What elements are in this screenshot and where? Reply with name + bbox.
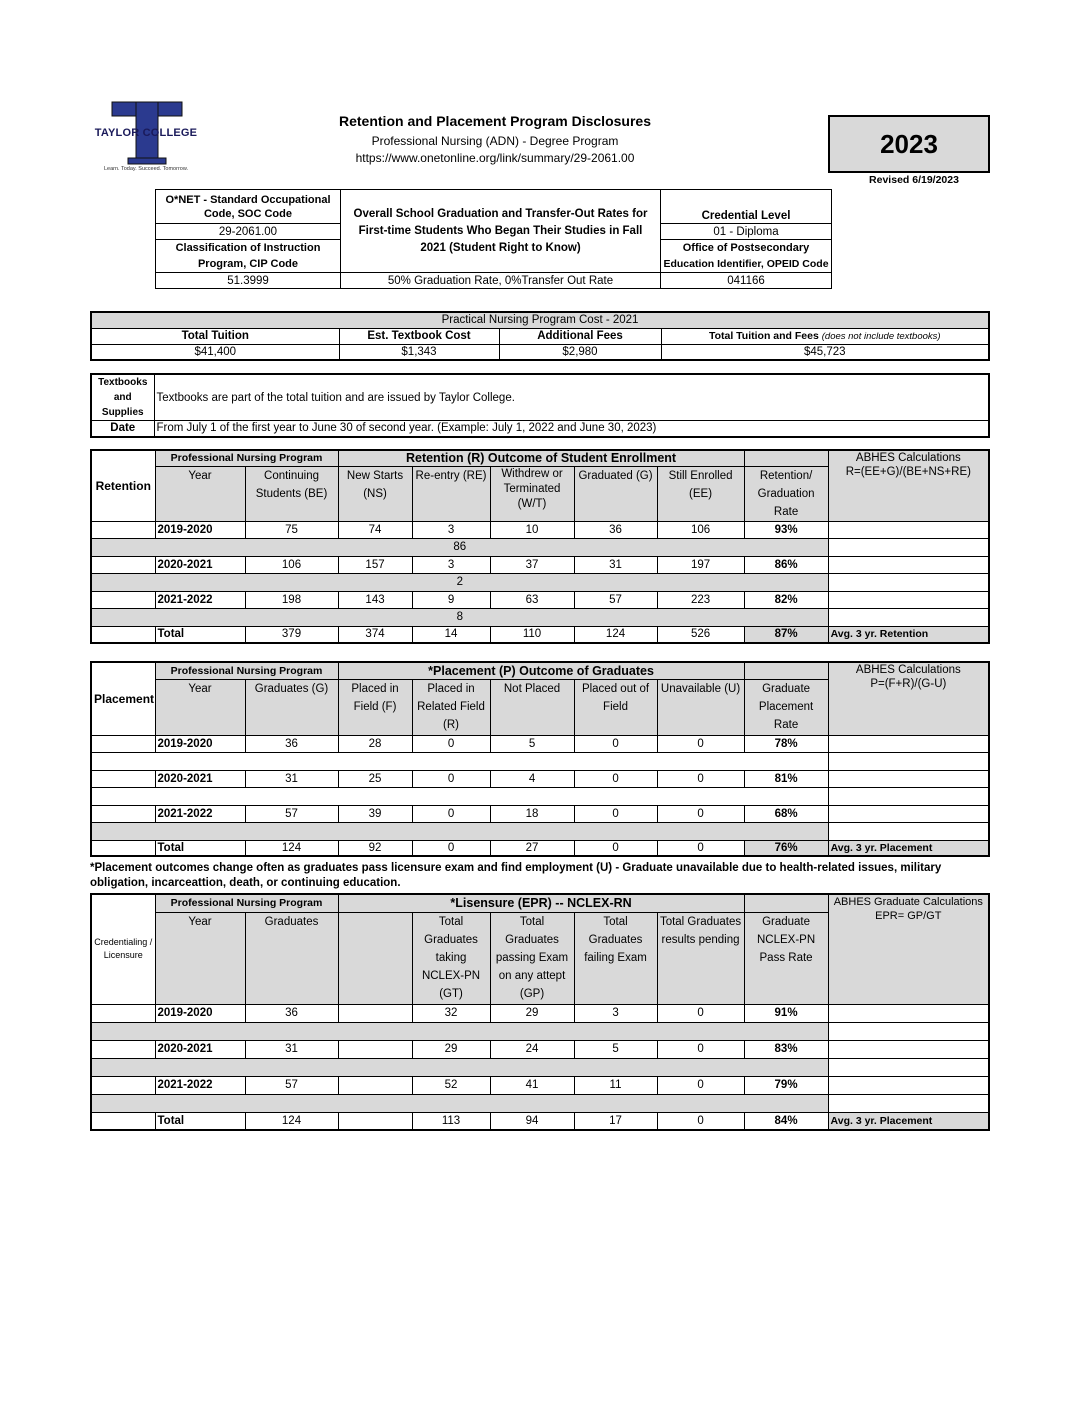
- table-row: [91, 608, 989, 626]
- cell: 0: [574, 840, 657, 856]
- retention-col-ns: New Starts (NS): [338, 466, 412, 521]
- table-row: [91, 787, 989, 805]
- cell: 63: [490, 591, 574, 608]
- avg-label: Avg. 3 yr. Placement: [828, 1112, 989, 1130]
- cell: 52: [412, 1076, 490, 1094]
- total-row: [91, 840, 989, 856]
- cell: 0: [412, 805, 490, 822]
- fees-value: $2,980: [499, 344, 661, 360]
- table-row: [91, 770, 989, 787]
- table-row: [91, 556, 989, 573]
- licensure-col-rate: Graduate NCLEX-PN Pass Rate: [744, 912, 828, 1004]
- avg-label: Avg. 3 yr. Placement: [828, 840, 989, 856]
- row-year: 2020-2021: [155, 770, 245, 787]
- cell: 157: [338, 556, 412, 573]
- table-row: [91, 822, 989, 840]
- cell: 11: [574, 1076, 657, 1094]
- cell: [338, 1076, 412, 1094]
- cell: 3: [574, 1004, 657, 1022]
- placement-col-notplaced: Not Placed: [490, 679, 574, 735]
- cell: 106: [657, 521, 744, 538]
- licensure-col-blank: [338, 912, 412, 1004]
- row-year: 2019-2020: [155, 735, 245, 752]
- cell: 14: [412, 626, 490, 643]
- cell: 5: [490, 735, 574, 752]
- row-year: 2020-2021: [155, 1040, 245, 1058]
- logo-tagline: Learn. Today. Succeed. Tomorrow.: [103, 166, 189, 172]
- placement-col-outfield: Placed out of Field: [574, 679, 657, 735]
- cell: 79%: [744, 1076, 828, 1094]
- revised-date: Revised 6/19/2023: [869, 174, 959, 186]
- cell: 36: [245, 735, 338, 752]
- cell: 3: [412, 556, 490, 573]
- cell: 3: [412, 521, 490, 538]
- total-row: [91, 626, 989, 643]
- onet-value: 29-2061.00: [156, 224, 341, 240]
- tuition-label: Total Tuition: [91, 328, 339, 344]
- cell: 93%: [744, 521, 828, 538]
- retention-col-g: Graduated (G): [574, 466, 657, 521]
- cell: 0: [657, 1076, 744, 1094]
- credential-label: Credential Level: [661, 190, 832, 224]
- cell: 0: [657, 735, 744, 752]
- licensure-col-fail: Total Graduates failing Exam: [574, 912, 657, 1004]
- table-row: [91, 1058, 989, 1076]
- cell: 5: [574, 1040, 657, 1058]
- cell: 0: [657, 1040, 744, 1058]
- year-box: 2023: [828, 115, 990, 173]
- licensure-title: *Lisensure (EPR) -- NCLEX-RN: [338, 894, 744, 912]
- opeid-label-line1: Office of Postsecondary: [661, 240, 832, 257]
- retention-program: Professional Nursing Program: [155, 450, 338, 466]
- cell: 526: [657, 626, 744, 643]
- cell: 27: [490, 840, 574, 856]
- retention-col-ee: Still Enrolled (EE): [657, 466, 744, 521]
- textbooks-text: Textbooks are part of the total tuition and are issued by Taylor College.: [154, 374, 989, 421]
- placement-calc: ABHES Calculations P=(F+R)/(G-U): [828, 662, 989, 735]
- cell: 36: [574, 521, 657, 538]
- cell: 197: [657, 556, 744, 573]
- placement-col-r: Placed in Related Field (R): [412, 679, 490, 735]
- placement-footnote: *Placement outcomes change often as graduates pass licensure exam and find employment (U) - Graduate unavailable due to health-related issues, military obligation, incarceattion, death, or continuing education.: [90, 862, 942, 889]
- row-year: 2019-2020: [155, 521, 245, 538]
- placement-table: [90, 661, 990, 857]
- table-row: [91, 1040, 989, 1058]
- cell: 10: [490, 521, 574, 538]
- retention-side-label: Retention: [91, 450, 155, 521]
- licensure-calc: ABHES Graduate Calculations EPR= GP/GT: [828, 894, 989, 1004]
- cell: 0: [412, 735, 490, 752]
- placement-col-g: Graduates (G): [245, 679, 338, 735]
- retention-title: Retention (R) Outcome of Student Enrollment: [338, 450, 744, 466]
- cell: 68%: [744, 805, 828, 822]
- cell: 91%: [744, 1004, 828, 1022]
- cell: 32: [412, 1004, 490, 1022]
- placement-title: *Placement (P) Outcome of Graduates: [338, 662, 744, 679]
- cell: 31: [245, 770, 338, 787]
- cell: 110: [490, 626, 574, 643]
- college-logo: [88, 100, 204, 178]
- cell: 84%: [744, 1112, 828, 1130]
- placement-col-f: Placed in Field (F): [338, 679, 412, 735]
- cell: 81%: [744, 770, 828, 787]
- placement-program: Professional Nursing Program: [155, 662, 338, 679]
- cell: 24: [490, 1040, 574, 1058]
- cell: 39: [338, 805, 412, 822]
- table-row: [91, 752, 989, 770]
- cell: 198: [245, 591, 338, 608]
- row-note: 2: [91, 573, 828, 591]
- cell: 379: [245, 626, 338, 643]
- licensure-program: Professional Nursing Program: [155, 894, 338, 912]
- table-row: [91, 538, 989, 556]
- cell: 36: [245, 1004, 338, 1022]
- row-note: 8: [91, 608, 828, 626]
- cell: 76%: [744, 840, 828, 856]
- cell: 124: [245, 840, 338, 856]
- cell: 57: [574, 591, 657, 608]
- avg-label: Avg. 3 yr. Retention: [828, 626, 989, 643]
- onet-url: https://www.onetonline.org/link/summary/29-2061.00: [355, 151, 635, 165]
- cell: 83%: [744, 1040, 828, 1058]
- cell: 87%: [744, 626, 828, 643]
- retention-blank-header: [744, 450, 828, 466]
- cell: [338, 1040, 412, 1058]
- total-label: Total: [155, 1112, 245, 1130]
- cell: 0: [657, 1112, 744, 1130]
- total-cost-value: $45,723: [661, 344, 989, 360]
- cost-title: Practical Nursing Program Cost - 2021: [91, 312, 989, 328]
- total-label: Total: [155, 626, 245, 643]
- placement-blank-header: [744, 662, 828, 679]
- cell: 0: [574, 805, 657, 822]
- retention-col-re: Re-entry (RE): [412, 466, 490, 521]
- retention-col-wt: Withdrew or Terminated (W/T): [490, 466, 574, 521]
- cell: 94: [490, 1112, 574, 1130]
- cell: 113: [412, 1112, 490, 1130]
- cell: 41: [490, 1076, 574, 1094]
- grad-rate-value: 50% Graduation Rate, 0%Transfer Out Rate: [341, 273, 661, 289]
- cell: 29: [490, 1004, 574, 1022]
- date-label: Date: [91, 421, 154, 437]
- licensure-col-graduates: Graduates: [245, 912, 338, 1004]
- table-row: [91, 1004, 989, 1022]
- table-row: [91, 1076, 989, 1094]
- placement-col-year: Year: [155, 679, 245, 735]
- opeid-label-line2: Education Identifier, OPEID Code: [661, 256, 832, 273]
- row-year: 2020-2021: [155, 556, 245, 573]
- placement-col-rate: Graduate Placement Rate: [744, 679, 828, 735]
- textbooks-label: Textbooks and Supplies: [91, 374, 154, 421]
- cell: 9: [412, 591, 490, 608]
- cell: 0: [412, 840, 490, 856]
- row-year: 2019-2020: [155, 1004, 245, 1022]
- cell: 143: [338, 591, 412, 608]
- row-year: 2021-2022: [155, 805, 245, 822]
- cell: 223: [657, 591, 744, 608]
- program-cost-table: [90, 311, 990, 361]
- cell: 124: [245, 1112, 338, 1130]
- cell: 25: [338, 770, 412, 787]
- placement-col-u: Unavailable (U): [657, 679, 744, 735]
- total-label: Total: [155, 840, 245, 856]
- cell: 78%: [744, 735, 828, 752]
- retention-col-be: Continuing Students (BE): [245, 466, 338, 521]
- cell: 92: [338, 840, 412, 856]
- licensure-side-label: Credentialing / Licensure: [91, 894, 155, 1004]
- cell: 31: [245, 1040, 338, 1058]
- cell: 0: [657, 805, 744, 822]
- table-row: [91, 1022, 989, 1040]
- licensure-col-gt: Total Graduates taking NCLEX-PN (GT): [412, 912, 490, 1004]
- table-row: [91, 735, 989, 752]
- row-note: 86: [91, 538, 828, 556]
- retention-col-rate: Retention/ Graduation Rate: [744, 466, 828, 521]
- retention-col-year: Year: [155, 466, 245, 521]
- page-title: Retention and Placement Program Disclosures: [339, 113, 651, 129]
- grad-rate-label: Overall School Graduation and Transfer-Out Rates for First-time Students Who Began Their Studies in Fall 2021 (Student Right to Know): [341, 190, 661, 273]
- page-subtitle: Professional Nursing (ADN) - Degree Program: [371, 134, 619, 148]
- table-row: [91, 805, 989, 822]
- cell: 0: [574, 770, 657, 787]
- cell: 374: [338, 626, 412, 643]
- cell: 86%: [744, 556, 828, 573]
- cell: 4: [490, 770, 574, 787]
- total-row: [91, 1112, 989, 1130]
- textbooks-table: [90, 373, 990, 438]
- licensure-col-pending: Total Graduates results pending: [657, 912, 744, 1004]
- cell: [338, 1004, 412, 1022]
- row-year: 2021-2022: [155, 591, 245, 608]
- fees-label: Additional Fees: [499, 328, 661, 344]
- cell: 0: [574, 735, 657, 752]
- cip-value: 51.3999: [156, 273, 341, 289]
- tuition-value: $41,400: [91, 344, 339, 360]
- date-text: From July 1 of the first year to June 30 of second year. (Example: July 1, 2022 and June 30, 2023): [154, 421, 989, 437]
- onet-label: O*NET - Standard Occupational Code, SOC Code: [156, 190, 341, 224]
- cell: 28: [338, 735, 412, 752]
- credential-value: 01 - Diploma: [661, 224, 832, 240]
- cip-label: Classification of Instruction Program, CIP Code: [156, 240, 341, 273]
- licensure-col-year: Year: [155, 912, 245, 1004]
- total-cost-label: Total Tuition and Fees (does not include textbooks): [661, 328, 989, 344]
- cell: 0: [657, 770, 744, 787]
- cell: 124: [574, 626, 657, 643]
- program-info-table: [155, 189, 832, 289]
- logo-text: TAYLOR COLLEGE: [94, 127, 198, 139]
- cell: 106: [245, 556, 338, 573]
- table-row: [91, 591, 989, 608]
- textbook-cost-value: $1,343: [339, 344, 499, 360]
- cell: 29: [412, 1040, 490, 1058]
- cell: 82%: [744, 591, 828, 608]
- table-row: [91, 521, 989, 538]
- cell: 57: [245, 1076, 338, 1094]
- cell: 17: [574, 1112, 657, 1130]
- cell: 0: [657, 840, 744, 856]
- retention-calc: ABHES Calculations R=(EE+G)/(BE+NS+RE): [828, 450, 989, 521]
- licensure-col-gp: Total Graduates passing Exam on any attept (GP): [490, 912, 574, 1004]
- cell: 0: [412, 770, 490, 787]
- table-row: [91, 1094, 989, 1112]
- table-row: [91, 573, 989, 591]
- placement-side-label: Placement: [91, 662, 155, 735]
- cell: 57: [245, 805, 338, 822]
- textbook-cost-label: Est. Textbook Cost: [339, 328, 499, 344]
- cell: 74: [338, 521, 412, 538]
- cell: 75: [245, 521, 338, 538]
- cell: 31: [574, 556, 657, 573]
- cell: 18: [490, 805, 574, 822]
- row-year: 2021-2022: [155, 1076, 245, 1094]
- cell: [338, 1112, 412, 1130]
- cell: 37: [490, 556, 574, 573]
- retention-table: [90, 449, 990, 644]
- licensure-table: [90, 893, 990, 1131]
- licensure-blank-header: [744, 894, 828, 912]
- opeid-value: 041166: [661, 273, 832, 289]
- cell: 0: [657, 1004, 744, 1022]
